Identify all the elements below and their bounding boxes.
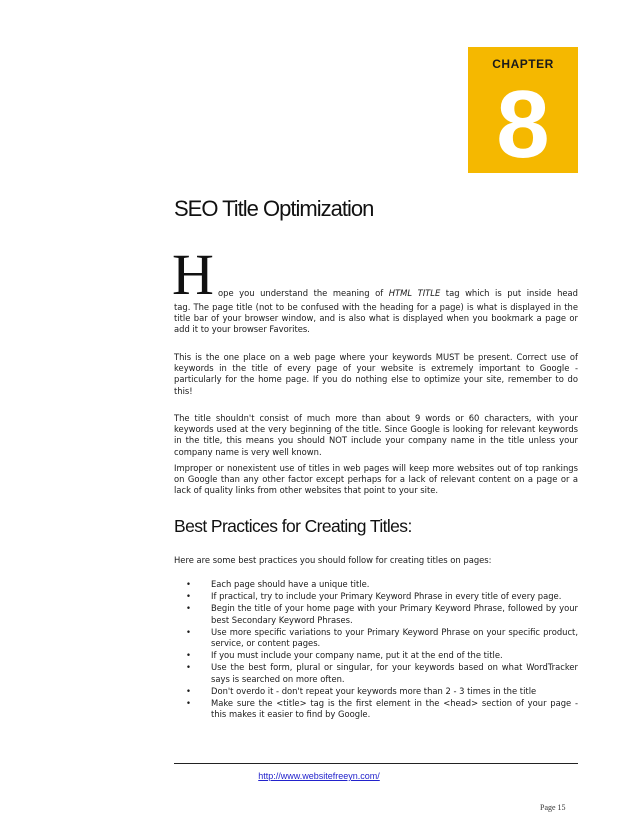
paragraph-improper-titles: Improper or nonexistent use of titles in web pages will keep more websites out of top rankings on Google than any other factor except perhaps for a lack of relevant content on a page or a lack of quality links from other websites that point to your site. bbox=[174, 463, 578, 496]
page-number: Page 15 bbox=[540, 803, 566, 812]
bullet-icon: • bbox=[186, 591, 191, 602]
bullet-icon: • bbox=[186, 662, 191, 673]
bullet-icon: • bbox=[186, 579, 191, 589]
list-item: • Use the best form, plural or singular, for your keywords based on what WordTracker says is searched on more often. bbox=[186, 662, 578, 684]
list-item: • Each page should have a unique title. bbox=[186, 579, 370, 589]
bullet-icon: • bbox=[186, 650, 191, 661]
bullet-icon: • bbox=[186, 626, 191, 637]
list-item: • Make sure the <title> tag is the first element in the <head> section of your page - this makes it easier to find by Google. bbox=[186, 698, 578, 720]
paragraph-keywords: This is the one place on a web page where your keywords MUST be present. Correct use of keywords in the title of every page of your website is extremely important to Google - particularly for the home page. If you do nothing else to optimize your site, remember to do this! bbox=[174, 352, 578, 396]
list-item: • Use more specific variations to your Primary Keyword Phrase on your specific product, service, or content pages. bbox=[186, 626, 578, 649]
intro-first-line: ope you understand the meaning of HTML TITLE tag which is put inside head bbox=[218, 288, 578, 298]
chapter-badge bbox=[468, 47, 578, 178]
intro-paragraph-rest: tag. The page title (not to be confused with the heading for a page) is what is displayed in the title bar of your browser window, and is also what is displayed when you bookmark a page or add it to your browser Favorites. bbox=[174, 302, 578, 335]
bullet-icon: • bbox=[186, 698, 191, 709]
chapter-number: 8 bbox=[496, 71, 550, 178]
list-item: • Begin the title of your home page with your Primary Keyword Phrase, followed by your best Secondary Keyword Phrases. bbox=[186, 603, 578, 625]
chapter-label: CHAPTER bbox=[492, 57, 554, 71]
section-heading: Best Practices for Creating Titles: bbox=[174, 516, 412, 536]
bullet-icon: • bbox=[186, 603, 191, 614]
footer-link[interactable]: http://www.websitefreeyn.com/ bbox=[258, 771, 380, 781]
bullet-icon: • bbox=[186, 685, 191, 696]
best-practices-list bbox=[174, 579, 578, 721]
footer-divider bbox=[174, 763, 578, 764]
list-item: • If you must include your company name, put it at the end of the title. bbox=[186, 650, 503, 661]
section-intro: Here are some best practices you should follow for creating titles on pages: bbox=[174, 555, 492, 565]
page-title: SEO Title Optimization bbox=[174, 196, 374, 221]
paragraph-title-length: The title shouldn't consist of much more than about 9 words or 60 characters, with your keywords used at the very beginning of the title. Since Google is looking for relevant keywords in the title, this means you should NOT include your company name in the title unless your company name is very well known. bbox=[174, 413, 578, 457]
list-item: • If practical, try to include your Primary Keyword Phrase in every title of every page. bbox=[186, 591, 562, 602]
list-item: • Don't overdo it - don't repeat your keywords more than 2 - 3 times in the title bbox=[186, 685, 537, 696]
drop-cap: H bbox=[172, 242, 214, 307]
